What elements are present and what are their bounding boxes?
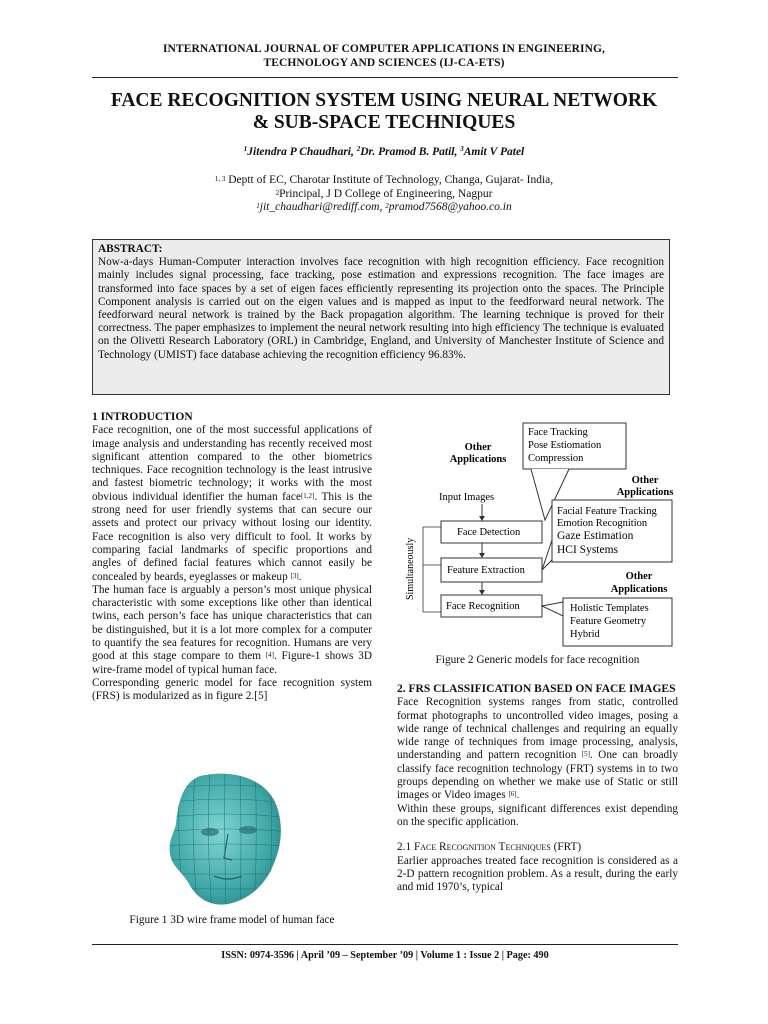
- facial-item-4: HCI Systems: [557, 544, 619, 556]
- input-arrowhead: [479, 516, 485, 521]
- affiliation-1-text: Deptt of EC, Charotar Institute of Technology, Changa, Gujarat- India,: [225, 174, 554, 186]
- intro-p2-part-b: . Figure-1 shows 3D wire-frame model of typical human face.: [92, 650, 372, 676]
- citation-ref: [3]: [290, 571, 299, 580]
- tracking-item-2: Pose Estiomation: [528, 440, 602, 451]
- introduction-section: [92, 411, 372, 704]
- intro-p1-part-b: . This is the strong need for user friendly systems that can secure our assets and protect our privacy without losing our identity. Face recognition is also very difficult to fool. It works by comparing facial landmarks of specific proportions and angles of defined facial features which cannot easily be concealed by beards, eyeglasses or makeup: [92, 490, 373, 583]
- author-2: Dr. Pramod B. Patil,: [360, 146, 461, 158]
- intro-p2-part-a: The human face is arguably a person’s most unique physical characteristic with some exceptions like other than identical twins, each person’s face has unique characteristics that can be distinguished, but it is a lot more complex for a computer to quantify the sea features for recognition. Humans are very good at this stage compare to them: [92, 583, 372, 663]
- other-applications-1-line2: Applications: [449, 454, 507, 465]
- simultaneously-bracket: [423, 527, 442, 612]
- section-2-paragraph-2: Within these groups, significant differences exist depending on the specific application.: [397, 802, 678, 828]
- subsection-2-1-paragraph: Earlier approaches treated face recognition is considered as a 2-D pattern recognition problem. As a result, during the early and mid 1970’s, typical: [397, 854, 678, 894]
- wireframe-face-image: [140, 770, 310, 908]
- tracking-item-1: Face Tracking: [528, 427, 588, 438]
- email-2-marker: 2: [385, 202, 389, 210]
- section-2-paragraph-1: [397, 696, 678, 802]
- holistic-callout: [542, 602, 563, 616]
- intro-paragraph-2: [92, 584, 372, 677]
- section-2: [397, 683, 678, 894]
- figure-1-wireframe-face: [140, 770, 310, 908]
- face-detection-label: Face Detection: [457, 527, 521, 538]
- affiliation-1: [60, 174, 708, 188]
- other-applications-2-line1: Other: [631, 475, 659, 486]
- author-1-marker: 1: [243, 145, 248, 153]
- citation-ref: [1,2]: [300, 491, 315, 500]
- feature-extraction-label: Feature Extraction: [447, 565, 525, 576]
- journal-name-line2: TECHNOLOGY AND SCIENCES (IJ-CA-ETS): [263, 57, 505, 69]
- abstract-text: Now-a-days Human-Computer interaction involves face recognition with high recognition efficiency. Face recognition mainly includes signal processing, face tracking, pose estimation and expressions recognition. The face images are transformed into face spaces by a set of eigen faces efficiently representing its projection onto the spaces. The Principle Component analysis is carried out on the eigen values and is mapped as input to the feedforward neural network. The feedforward neural network is trained by the Back propagation algorithm. The learning technique is proved for their correctness. The paper emphasizes to implement the neural network resulting into high efficiency The technique is evaluated on the Olivetti Research Laboratory (ORL) in Cambridge, England, and University of Manchester Institute of Science and Technology (UMIST) face database achieving the recognition efficiency 96.83%.: [98, 256, 664, 361]
- paragraph-spacer: [397, 829, 678, 841]
- header-rule: [92, 77, 678, 78]
- affiliation-2-text: Principal, J D College of Engineering, Nagpur: [279, 187, 493, 200]
- extraction-arrowhead: [479, 590, 485, 595]
- input-images-label: Input Images: [439, 492, 495, 503]
- email-1: jit_chaudhari@rediff.com,: [259, 201, 386, 213]
- intro-paragraph-3: Corresponding generic model for face recognition system (FRS) is modularized as in figure 2.[5]: [92, 676, 372, 703]
- journal-header: [60, 42, 708, 70]
- subsection-title: Face Recognition Techniques: [413, 841, 551, 854]
- holistic-item-3: Hybrid: [570, 629, 600, 640]
- figure-2-caption: Figure 2 Generic models for face recognition: [435, 654, 640, 666]
- affiliation-2: [60, 188, 708, 202]
- subsection-abbr: (FRT): [550, 841, 582, 854]
- other-applications-3-line2: Applications: [610, 584, 668, 595]
- intro-p1-part-a: Face recognition, one of the most successful applications of image analysis and understanding has recently received most significant attention compared to the other biometrics techniques. Face recognition technology is the least intrusive and fastest biometric technology; it works with the most obvious individual identifier the human face: [92, 424, 372, 503]
- holistic-item-1: Holistic Templates: [570, 603, 649, 614]
- facial-callout: [542, 540, 552, 570]
- abstract-box: [92, 239, 670, 395]
- email-1-marker: 1: [256, 202, 260, 210]
- figure-1-caption: Figure 1 3D wire frame model of human face: [129, 914, 335, 926]
- section-2-p1-part-c: .: [516, 789, 520, 802]
- affiliation-1-marker: 1, 3: [214, 175, 226, 183]
- paper-title: [60, 90, 708, 134]
- section-2-p1-part-a: Face Recognition systems ranges from static, controlled format photographs to uncontrolled video images, posing a wide range of technical challenges and requiring an equally wide range of techniques from image processing, analysis, understanding and pattern recognition: [397, 696, 678, 762]
- holistic-item-2: Feature Geometry: [570, 616, 647, 627]
- abstract-heading: ABSTRACT:: [98, 243, 163, 255]
- journal-name-line1: INTERNATIONAL JOURNAL OF COMPUTER APPLICATIONS IN ENGINEERING,: [162, 43, 606, 55]
- intro-paragraph-1: [92, 424, 372, 584]
- page-footer: ISSN: 0974-3596 | April ’09 – September ’09 | Volume 1 : Issue 2 | Page: 490: [221, 950, 549, 961]
- tracking-item-3: Compression: [528, 453, 584, 464]
- figure-2-diagram: [397, 420, 687, 650]
- affiliation-2-marker: 2: [275, 188, 280, 197]
- facial-item-3: Gaze Estimation: [557, 530, 634, 542]
- author-3-marker: 3: [460, 145, 464, 153]
- section-2-p1-part-b: . One can broadly classify face recognition technology (FRT) systems in to two groups depending on whether we make use of Static or still images or Video images: [397, 749, 678, 802]
- title-line1: FACE RECOGNITION SYSTEM USING NEURAL NETWORK: [110, 90, 658, 111]
- subsection-2-1-heading: [397, 841, 678, 854]
- section-2-heading: 2. FRS CLASSIFICATION BASED ON FACE IMAGES: [397, 683, 676, 695]
- face-recognition-label: Face Recognition: [446, 601, 520, 612]
- citation-ref: [4]: [265, 651, 274, 660]
- facial-item-2: Emotion Recognition: [557, 518, 648, 529]
- intro-p1-part-c: .: [298, 570, 302, 583]
- affiliations: [60, 174, 708, 215]
- other-applications-3-line1: Other: [625, 571, 653, 582]
- author-3: Amit V Patel: [463, 146, 525, 158]
- footer-rule: [92, 944, 678, 945]
- author-1: Jitendra P Chaudhari,: [247, 146, 357, 158]
- subsection-number: 2.1: [397, 841, 414, 854]
- facial-item-1: Facial Feature Tracking: [557, 506, 657, 517]
- other-applications-1-line1: Other: [464, 442, 492, 453]
- title-line2: & SUB-SPACE TECHNIQUES: [252, 112, 516, 133]
- simultaneously-label: Simultaneously: [405, 537, 416, 600]
- author-2-marker: 2: [356, 145, 361, 153]
- detection-arrowhead: [479, 553, 485, 558]
- author-emails: [60, 201, 708, 215]
- citation-ref: [5]: [581, 750, 590, 759]
- citation-ref: [6]: [508, 790, 517, 799]
- other-applications-2-line2: Applications: [616, 487, 674, 498]
- authors: [60, 146, 708, 158]
- email-2: pramod7568@yahoo.co.in: [388, 201, 512, 213]
- introduction-heading: 1 INTRODUCTION: [92, 411, 193, 423]
